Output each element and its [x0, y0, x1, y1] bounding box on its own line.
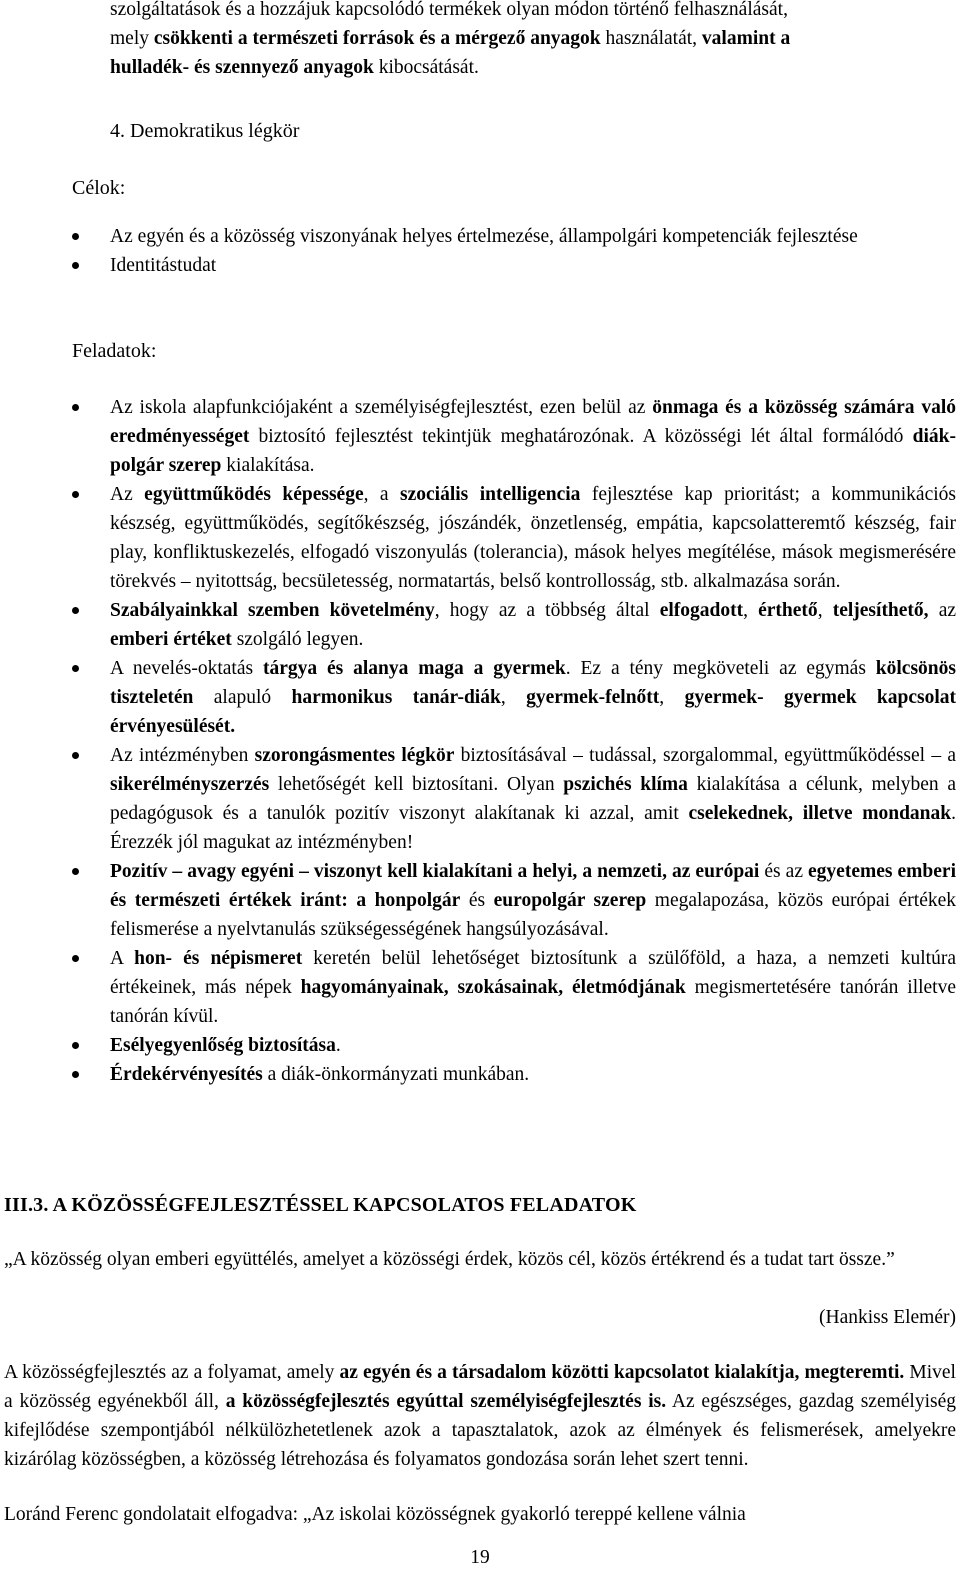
list-item: Érdekérvényesítés a diák-önkormányzati munkában. — [110, 1060, 956, 1089]
list-item: A hon- és népismeret keretén belül lehetőséget biztosítunk a szülőföld, a haza, a nemzeti kultúra értékeinek, más népek hagyományainak, szokásainak, életmódjának megismertetésére tanórán illetve tanórán kívül. — [110, 944, 956, 1031]
paragraph-kozossegfejlesztes: A közösségfejlesztés az a folyamat, amely az egyén és a társadalom közötti kapcsolatot kialakítja, megteremti. Mivel a közösség egyénekből áll, a közösségfejlesztés egyúttal személyiségfejlesztés is. Az egészséges, gazdag személyiség kifejlődése szempontjából nélkülözhetetlenek azok a tapasztalatok, azok az élmények és felismerések, amelyekre kizárólag közösségben, a közösség létrehozása és folyamatos gondozása során lehet szert tenni. — [4, 1362, 957, 1470]
list-item: A nevelés-oktatás tárgya és alanya maga a gyermek. Ez a tény megköveteli az egymás kölcsönös tiszteletén alapuló harmonikus tanár-diák, gyermek-felnőtt, gyermek- gyermek kapcsolat érvényesülését. — [110, 654, 956, 741]
list-item: Pozitív – avagy egyéni – viszonyt kell kialakítani a helyi, a nemzeti, az európai és az egyetemes emberi és természeti értékek iránt: a honpolgár és europolgár szerep megalapozása, közös európai értékek felismerése a nyelvtanulás szükségességének hangsúlyozásával. — [110, 857, 956, 944]
section-heading-demokratikus-legkor: 4. Demokratikus légkör — [110, 120, 300, 142]
section-heading-kozossegfejlesztes: III.3. A KÖZÖSSÉGFEJLESZTÉSSEL KAPCSOLATOS FELADATOK — [4, 1194, 637, 1216]
quote-author: (Hankiss Elemér) — [819, 1307, 956, 1328]
celok-label: Célok: — [72, 177, 126, 199]
feladatok-list — [110, 393, 956, 1089]
list-item: Az intézményben szorongásmentes légkör biztosításával – tudással, szorgalommal, együttműködéssel – a sikerélményszerzés lehetőségét kell biztosítani. Olyan pszichés klíma kialakítása a célunk, melyben a pedagógusok és a tanulók pozitív viszonyt alakítanak ki azzal, amit cselekednek, illetve mondanak. Érezzék jól magukat az intézményben! — [110, 741, 956, 857]
paragraph-lorand: Loránd Ferenc gondolatait elfogadva: „Az iskolai közösségnek gyakorló tereppé kellene válnia — [4, 1504, 746, 1525]
list-item: Esélyegyenlőség biztosítása. — [110, 1031, 956, 1060]
list-item: Szabályainkkal szemben követelmény, hogy az a többség által elfogadott, érthető, teljesíthető, az emberi értéket szolgáló legyen. — [110, 596, 956, 654]
page-number: 19 — [470, 1547, 490, 1568]
intro-paragraph: szolgáltatások és a hozzájuk kapcsolódó termékek olyan módon történő felhasználását, mely csökkenti a természeti források és a mérgező anyagok használatát, valamint a hulladék- és szennyező anyagok kibocsátását. — [110, 0, 791, 78]
list-item: Identitástudat — [110, 251, 956, 280]
list-item: Az együttműködés képessége, a szociális intelligencia fejlesztése kap prioritást; a kommunikációs készség, együttműködés, segítőkészség, jószándék, önzetlenség, empátia, kapcsolatteremtő készség, fair play, konfliktuskezelés, elfogadó viszonyulás (tolerancia), mások helyes megítélése, mások megismerésére törekvés – nyitottság, becsületesség, normatartás, belső kontrollosság, stb. alkalmazása során. — [110, 480, 956, 596]
list-item: Az iskola alapfunkciójaként a személyiségfejlesztést, ezen belül az önmaga és a közösség számára való eredményességet biztosító fejlesztést tekintjük meghatározónak. A közösségi lét által formálódó diák-polgár szerep kialakítása. — [110, 393, 956, 480]
feladatok-label: Feladatok: — [72, 340, 157, 362]
quote: „A közösség olyan emberi együttélés, amelyet a közösségi érdek, közös cél, közös értékrend és a tudat tart össze.” — [4, 1249, 895, 1270]
list-item: Az egyén és a közösség viszonyának helyes értelmezése, állampolgári kompetenciák fejlesztése — [110, 222, 956, 251]
celok-list — [110, 222, 956, 280]
